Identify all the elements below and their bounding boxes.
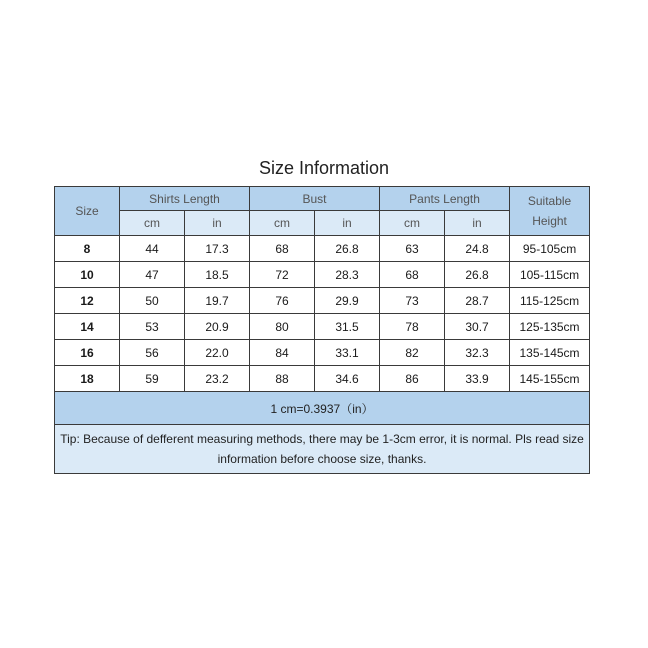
page-title: Size Information [258,158,390,178]
cell-shirt-in: 18.5 [185,262,250,288]
cell-pants-in: 24.8 [445,236,510,262]
cell-shirt-cm: 56 [120,340,185,366]
cell-bust-in: 29.9 [315,288,380,314]
header-suitable-height-line1: Suitable [527,194,572,208]
cell-pants-cm: 82 [380,340,445,366]
cell-pants-cm: 78 [380,314,445,340]
subheader-shirt-cm: cm [120,211,185,236]
table-row [55,236,590,262]
subheader-pants-cm: cm [380,211,445,236]
cell-shirt-in: 22.0 [185,340,250,366]
table-row [55,366,590,392]
cell-pants-cm: 68 [380,262,445,288]
table-row [55,314,590,340]
subheader-bust-cm: cm [250,211,315,236]
cell-bust-cm: 84 [250,340,315,366]
cell-shirt-in: 20.9 [185,314,250,340]
conversion-row [55,392,590,425]
cell-bust-in: 33.1 [315,340,380,366]
cell-shirt-cm: 53 [120,314,185,340]
subheader-pants-in: in [445,211,510,236]
cell-shirt-cm: 50 [120,288,185,314]
cell-height: 115-125cm [510,288,590,314]
cell-pants-cm: 73 [380,288,445,314]
cell-shirt-cm: 44 [120,236,185,262]
cell-size: 10 [55,262,120,288]
header-bust: Bust [250,187,380,211]
cell-pants-cm: 86 [380,366,445,392]
cell-bust-in: 26.8 [315,236,380,262]
cell-height: 95-105cm [510,236,590,262]
header-shirts-length: Shirts Length [120,187,250,211]
header-size: Size [55,187,120,236]
cell-size: 8 [55,236,120,262]
cell-shirt-in: 17.3 [185,236,250,262]
cell-pants-in: 28.7 [445,288,510,314]
cell-bust-cm: 68 [250,236,315,262]
cell-shirt-cm: 59 [120,366,185,392]
cell-bust-in: 31.5 [315,314,380,340]
cell-pants-cm: 63 [380,236,445,262]
cell-pants-in: 26.8 [445,262,510,288]
cell-pants-in: 30.7 [445,314,510,340]
cell-shirt-in: 19.7 [185,288,250,314]
header-pants-length: Pants Length [380,187,510,211]
table-row [55,340,590,366]
cell-bust-cm: 80 [250,314,315,340]
cell-size: 12 [55,288,120,314]
table-row [55,288,590,314]
cell-height: 145-155cm [510,366,590,392]
cell-bust-cm: 72 [250,262,315,288]
cell-bust-cm: 76 [250,288,315,314]
subheader-shirt-in: in [185,211,250,236]
size-chart-table [54,186,590,474]
cell-bust-in: 34.6 [315,366,380,392]
header-suitable-height-line2: Height [532,214,567,228]
cell-pants-in: 33.9 [445,366,510,392]
cell-bust-cm: 88 [250,366,315,392]
cell-size: 14 [55,314,120,340]
cell-height: 135-145cm [510,340,590,366]
cell-shirt-cm: 47 [120,262,185,288]
subheader-bust-in: in [315,211,380,236]
cell-shirt-in: 23.2 [185,366,250,392]
cell-size: 16 [55,340,120,366]
cell-size: 18 [55,366,120,392]
cell-height: 105-115cm [510,262,590,288]
tip-row [55,425,590,474]
table-row [55,262,590,288]
cell-pants-in: 32.3 [445,340,510,366]
header-suitable-height [510,187,590,236]
cell-bust-in: 28.3 [315,262,380,288]
conversion-note: 1 cm=0.3937（in） [55,392,590,425]
cell-height: 125-135cm [510,314,590,340]
tip-note: Tip: Because of defferent measuring methods, there may be 1-3cm error, it is normal. Pls read size information before choose size, thanks. [55,425,590,474]
